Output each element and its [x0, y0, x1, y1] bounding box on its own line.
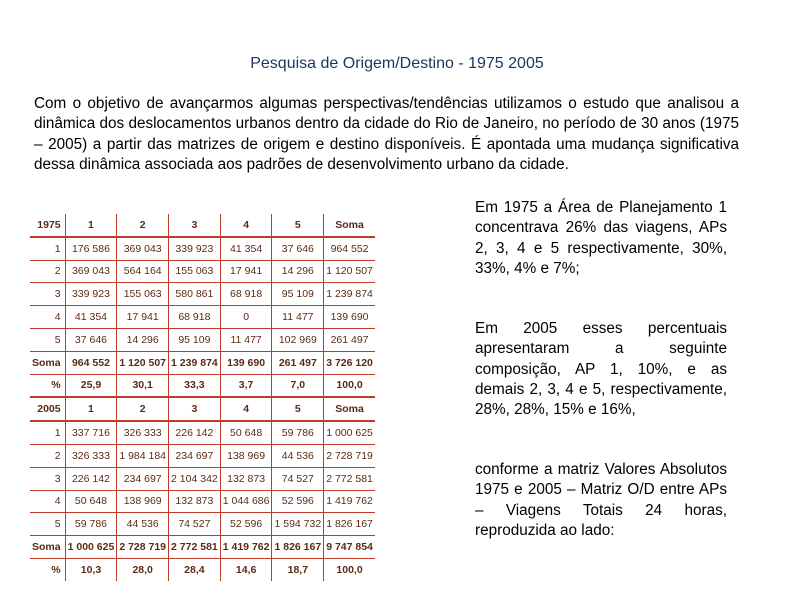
- row-label-cell: Soma: [30, 536, 65, 559]
- table-cell: 1 239 874: [169, 351, 221, 374]
- table-cell: 1 594 732: [272, 513, 324, 536]
- table-cell: 1 419 762: [220, 536, 272, 559]
- table-cell: 4: [220, 214, 272, 237]
- table-cell: 1 826 167: [272, 536, 324, 559]
- table-cell: Soma: [324, 397, 375, 421]
- table-cell: 2 104 342: [169, 467, 221, 490]
- table-cell: 50 648: [65, 490, 117, 513]
- table-cell: 964 552: [324, 237, 375, 260]
- od-matrix-table: [30, 214, 375, 581]
- table-cell: 52 596: [272, 490, 324, 513]
- table-cell: 964 552: [65, 351, 117, 374]
- table-cell: 100,0: [336, 563, 363, 576]
- table-cell: 1 419 762: [324, 490, 375, 513]
- row-label-cell: 1: [30, 237, 65, 260]
- row-label-cell: 2: [30, 260, 65, 283]
- table-cell: 1 120 507: [324, 260, 375, 283]
- row-label-cell: 5: [30, 513, 65, 536]
- row-label-cell: 1: [30, 421, 65, 444]
- table-cell: 1: [65, 397, 117, 421]
- table-cell: 1: [65, 214, 117, 237]
- table-row-sum: [30, 536, 375, 559]
- table-cell: 10,3: [65, 558, 117, 580]
- table-row-data: [30, 328, 375, 351]
- table-cell: 4: [220, 397, 272, 421]
- table-row-data: [30, 444, 375, 467]
- table-row-pct: [30, 558, 375, 580]
- table-cell: 41 354: [65, 306, 117, 329]
- od-matrix-body: [30, 214, 375, 581]
- table-cell: 337 716: [65, 421, 117, 444]
- paragraph-matrix-reference: conforme a matriz Valores Absolutos 1975 e 2005 – Matriz O/D entre APs – Viagens Totais 24 horas, reproduzida ao lado:: [475, 461, 727, 539]
- table-row-data: [30, 513, 375, 536]
- table-cell: 30,1: [117, 374, 169, 397]
- row-label-cell: 5: [30, 328, 65, 351]
- table-cell: 0: [220, 306, 272, 329]
- table-cell: 176 586: [65, 237, 117, 260]
- table-cell: 1 120 507: [117, 351, 169, 374]
- table-row-hdr: [30, 214, 375, 237]
- table-cell: 2 772 581: [324, 467, 375, 490]
- table-cell: 95 109: [169, 328, 221, 351]
- table-cell: 132 873: [220, 467, 272, 490]
- table-cell: 17 941: [117, 306, 169, 329]
- table-row-pct: [30, 374, 375, 397]
- row-label-cell: 2005: [30, 397, 65, 421]
- table-cell: Soma: [324, 214, 375, 237]
- table-cell: 74 527: [272, 467, 324, 490]
- table-cell: 11 477: [272, 306, 324, 329]
- table-cell: 234 697: [169, 444, 221, 467]
- table-row-hdr: [30, 397, 375, 421]
- table-cell: 2 728 719: [117, 536, 169, 559]
- slide-title: Pesquisa de Origem/Destino - 1975 2005: [250, 55, 544, 72]
- table-cell: 5: [272, 214, 324, 237]
- table-cell: 261 497: [272, 351, 324, 374]
- table-cell: 59 786: [272, 421, 324, 444]
- table-row-data: [30, 490, 375, 513]
- table-cell: 326 333: [117, 421, 169, 444]
- row-label-cell: %: [30, 558, 65, 580]
- table-cell: 37 646: [65, 328, 117, 351]
- table-cell: 139 690: [220, 351, 272, 374]
- table-cell: 59 786: [65, 513, 117, 536]
- table-cell: 580 861: [169, 283, 221, 306]
- table-cell: 95 109: [272, 283, 324, 306]
- table-cell: 68 918: [220, 283, 272, 306]
- table-cell: 369 043: [65, 260, 117, 283]
- intro-paragraph: Com o objetivo de avançarmos algumas perspectivas/tendências utilizamos o estudo que analisou a dinâmica dos deslocamentos urbanos dentro da cidade do Rio de Janeiro, no período de 30 anos (1975 – 2005) a partir das matrizes de origem e destino disponíveis. É apontada uma mudança significativa dessa dinâmica associada aos padrões de desenvolvimento urbano da cidade.: [34, 95, 739, 173]
- table-cell: 339 923: [65, 283, 117, 306]
- table-cell: 2 772 581: [169, 536, 221, 559]
- table-cell: 100,0: [324, 374, 375, 397]
- table-cell: 18,7: [272, 558, 324, 580]
- table-row-data: [30, 260, 375, 283]
- row-label-cell: 2: [30, 444, 65, 467]
- table-row-sum: [30, 351, 375, 374]
- table-cell: 326 333: [65, 444, 117, 467]
- table-cell: 74 527: [169, 513, 221, 536]
- row-label-cell: 4: [30, 490, 65, 513]
- table-cell: 1 984 184: [117, 444, 169, 467]
- table-cell: 1 000 625: [324, 421, 375, 444]
- table-cell: 1 044 686: [220, 490, 272, 513]
- table-cell: 44 536: [272, 444, 324, 467]
- row-label-cell: 3: [30, 467, 65, 490]
- row-label-cell: 4: [30, 306, 65, 329]
- table-cell: 1 000 625: [65, 536, 117, 559]
- paragraph-2005: Em 2005 esses percentuais apresentaram a seguinte composição, AP 1, 10%, e as demais 2, 3, 4 e 5, respectivamente, 28%, 28%, 15% e 16%,: [475, 320, 727, 419]
- table-cell: 369 043: [117, 237, 169, 260]
- table-cell: 2: [117, 214, 169, 237]
- table-cell: 132 873: [169, 490, 221, 513]
- table-cell: 138 969: [220, 444, 272, 467]
- row-label-cell: Soma: [30, 351, 65, 374]
- table-cell: 17 941: [220, 260, 272, 283]
- table-cell: 1 826 167: [324, 513, 375, 536]
- table-cell: 226 142: [65, 467, 117, 490]
- row-label-cell: 1975: [30, 214, 65, 237]
- table-cell: 28,4: [169, 558, 221, 580]
- table-cell: 155 063: [117, 283, 169, 306]
- table-cell: 3,7: [220, 374, 272, 397]
- table-cell: 139 690: [324, 306, 375, 329]
- table-row-data: [30, 237, 375, 260]
- table-cell: 234 697: [117, 467, 169, 490]
- table-cell: 226 142: [169, 421, 221, 444]
- paragraph-1975: Em 1975 a Área de Planejamento 1 concentrava 26% das viagens, APs 2, 3, 4 e 5 respectivamente, 30%, 33%, 4% e 7%;: [475, 199, 727, 277]
- table-cell: 2: [117, 397, 169, 421]
- table-row-data: [30, 467, 375, 490]
- table-row-data: [30, 283, 375, 306]
- table-cell: 68 918: [169, 306, 221, 329]
- table-cell: 5: [272, 397, 324, 421]
- table-cell: 102 969: [272, 328, 324, 351]
- table-cell: 14 296: [272, 260, 324, 283]
- table-cell: 1 239 874: [324, 283, 375, 306]
- table-cell: 9 747 854: [324, 536, 375, 559]
- table-cell: 25,9: [65, 374, 117, 397]
- table-cell: 11 477: [220, 328, 272, 351]
- table-cell: 3: [169, 397, 221, 421]
- table-cell: 3: [169, 214, 221, 237]
- table-row-data: [30, 306, 375, 329]
- table-cell: 52 596: [220, 513, 272, 536]
- table-cell: 37 646: [272, 237, 324, 260]
- row-label-cell: 3: [30, 283, 65, 306]
- table-cell: 339 923: [169, 237, 221, 260]
- table-cell: 155 063: [169, 260, 221, 283]
- table-cell: 28,0: [117, 558, 169, 580]
- table-cell: 14 296: [117, 328, 169, 351]
- table-cell: 3 726 120: [324, 351, 375, 374]
- table-cell: 261 497: [324, 328, 375, 351]
- table-cell: 7,0: [272, 374, 324, 397]
- table-row-data: [30, 421, 375, 444]
- row-label-cell: %: [30, 374, 65, 397]
- table-cell: 33,3: [169, 374, 221, 397]
- table-cell: 2 728 719: [324, 444, 375, 467]
- table-cell: 44 536: [117, 513, 169, 536]
- table-cell: 41 354: [220, 237, 272, 260]
- table-cell: 138 969: [117, 490, 169, 513]
- table-cell: 564 164: [117, 260, 169, 283]
- table-cell: 50 648: [220, 421, 272, 444]
- table-cell: 14,6: [220, 558, 272, 580]
